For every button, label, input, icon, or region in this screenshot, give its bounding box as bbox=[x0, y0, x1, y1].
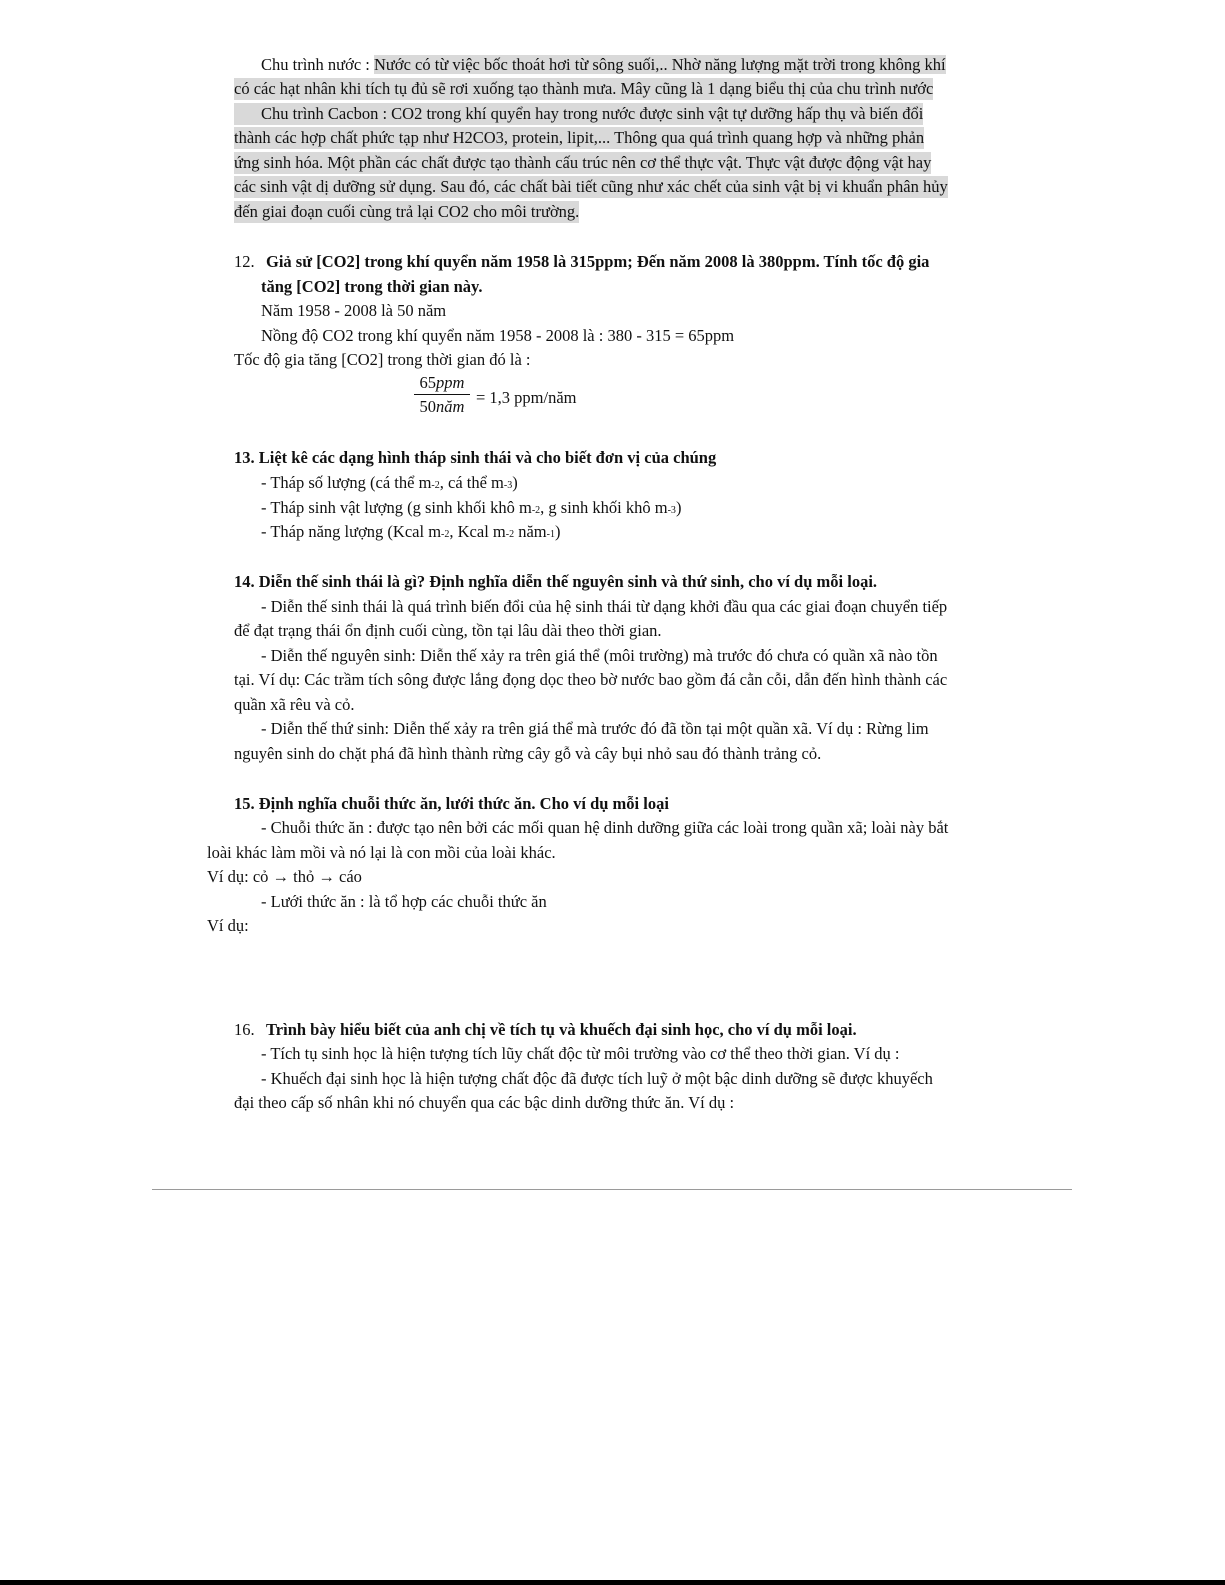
q13-item-1: - Tháp số lượng (cá thể m-2, cá thể m-3) bbox=[261, 473, 518, 492]
carbon-cycle-line-5: đến giai đoạn cuối cùng trả lại CO2 cho môi trường. bbox=[234, 202, 580, 221]
q16-p2-line-1: - Khuếch đại sinh học là hiện tượng chất độc đã được tích luỹ ở một bậc dinh dưỡng sẽ được khuyếch bbox=[261, 1069, 933, 1088]
q16-p2-line-2: đại theo cấp số nhân khi nó chuyển qua các bậc dinh dưỡng thức ăn. Ví dụ : bbox=[234, 1093, 735, 1112]
q14-p2-line-2: tại. Ví dụ: Các trầm tích sông được lắng đọng dọc theo bờ nước bao gồm đá cằn cỗi, dẫn đến hình thành các bbox=[234, 670, 948, 689]
q14-p1-line-1: - Diễn thế sinh thái là quá trình biến đổi của hệ sinh thái từ dạng khởi đầu qua các giai đoạn chuyển tiếp bbox=[261, 597, 948, 616]
q13-item-3: - Tháp năng lượng (Kcal m-2, Kcal m-2 năm-1) bbox=[261, 522, 561, 541]
q12-title-line-2: tăng [CO2] trong thời gian này. bbox=[261, 277, 483, 296]
q14-p3-line-1: - Diễn thế thứ sinh: Diễn thế xảy ra trên giá thể mà trước đó đã tồn tại một quần xã. Ví dụ : Rừng lim bbox=[261, 719, 929, 738]
carbon-cycle-line-2: thành các hợp chất phức tạp như H2CO3, protein, lipit,... Thông qua quá trình quang hợp và những phản bbox=[234, 128, 925, 147]
q12-answer-3: Tốc độ gia tăng [CO2] trong thời gian đó là : bbox=[234, 350, 531, 369]
fraction-denominator: 50năm bbox=[419, 397, 465, 416]
carbon-cycle-line-4: các sinh vật dị dưỡng sử dụng. Sau đó, các chất bài tiết cũng như xác chết của sinh vật bị vi khuẩn phân hủy bbox=[234, 177, 948, 196]
water-cycle-text: Nước có từ việc bốc thoát hơi từ sông suối,.. Nhờ năng lượng mặt trời trong không khí bbox=[374, 55, 946, 74]
water-cycle-line-1 bbox=[261, 54, 946, 76]
water-cycle-label: Chu trình nước : bbox=[261, 55, 374, 74]
q13-title: 13. Liệt kê các dạng hình tháp sinh thái và cho biết đơn vị của chúng bbox=[234, 448, 717, 467]
q12-fraction bbox=[414, 373, 470, 417]
q12-result: = 1,3 ppm/năm bbox=[476, 388, 577, 407]
q12-answer-2: Nồng độ CO2 trong khí quyển năm 1958 - 2008 là : 380 - 315 = 65ppm bbox=[261, 326, 735, 345]
carbon-cycle-line-1: Chu trình Cacbon : CO2 trong khí quyển hay trong nước được sinh vật tự dưỡng hấp thụ và biến đổi bbox=[234, 103, 923, 125]
q15-p1-line-2: loài khác làm mồi và nó lại là con mồi của loài khác. bbox=[207, 843, 556, 862]
q15-title: 15. Định nghĩa chuỗi thức ăn, lưới thức ăn. Cho ví dụ mỗi loại bbox=[234, 794, 669, 813]
q16-title: Trình bày hiểu biết của anh chị về tích tụ và khuếch đại sinh học, cho ví dụ mỗi loại. bbox=[266, 1020, 857, 1039]
carbon-cycle-line-3: ứng sinh hóa. Một phần các chất được tạo thành cấu trúc nên cơ thể thực vật. Thực vật được động vật hay bbox=[234, 153, 932, 172]
q14-title: 14. Diễn thế sinh thái là gì? Định nghĩa diễn thế nguyên sinh và thứ sinh, cho ví dụ mỗi loại. bbox=[234, 572, 878, 591]
page-bottom-edge bbox=[0, 1580, 1225, 1585]
q15-p2: - Lưới thức ăn : là tổ hợp các chuỗi thức ăn bbox=[261, 892, 547, 911]
q15-example-2: Ví dụ: bbox=[207, 916, 249, 935]
q16-p1: - Tích tụ sinh học là hiện tượng tích lũy chất độc từ môi trường vào cơ thể theo thời gian. Ví dụ : bbox=[261, 1044, 900, 1063]
q14-p2-line-3: quần xã rêu và cỏ. bbox=[234, 695, 355, 714]
q14-p3-line-2: nguyên sinh do chặt phá đã hình thành rừng cây gỗ và cây bụi nhỏ sau đó thành trảng cỏ. bbox=[234, 744, 822, 763]
q12-number: 12. bbox=[234, 252, 255, 271]
q14-p1-line-2: để đạt trạng thái ổn định cuối cùng, tồn tại lâu dài theo thời gian. bbox=[234, 621, 662, 640]
fraction-bar bbox=[414, 394, 470, 395]
q15-p1-line-1: - Chuỗi thức ăn : được tạo nên bởi các mối quan hệ dinh dưỡng giữa các loài trong quần xã; loài này bắt bbox=[261, 818, 949, 837]
q15-example-1: Ví dụ: cỏ → thỏ → cáo bbox=[207, 867, 362, 886]
q16-number: 16. bbox=[234, 1020, 255, 1039]
q12-title-line-1: Giả sử [CO2] trong khí quyển năm 1958 là 315ppm; Đến năm 2008 là 380ppm. Tính tốc độ gia bbox=[266, 252, 930, 271]
page-divider bbox=[152, 1189, 1072, 1190]
q14-p2-line-1: - Diễn thế nguyên sinh: Diễn thế xảy ra trên giá thể (môi trường) mà trước đó chưa có quần xã nào tồn bbox=[261, 646, 938, 665]
fraction-numerator: 65ppm bbox=[419, 373, 465, 392]
q13-item-2: - Tháp sinh vật lượng (g sinh khối khô m-2, g sinh khối khô m-3) bbox=[261, 498, 682, 517]
q12-answer-1: Năm 1958 - 2008 là 50 năm bbox=[261, 301, 447, 320]
water-cycle-line-2: có các hạt nhân khi tích tụ đủ sẽ rơi xuống tạo thành mưa. Mây cũng là 1 dạng biểu thị của chu trình nước bbox=[234, 79, 934, 98]
